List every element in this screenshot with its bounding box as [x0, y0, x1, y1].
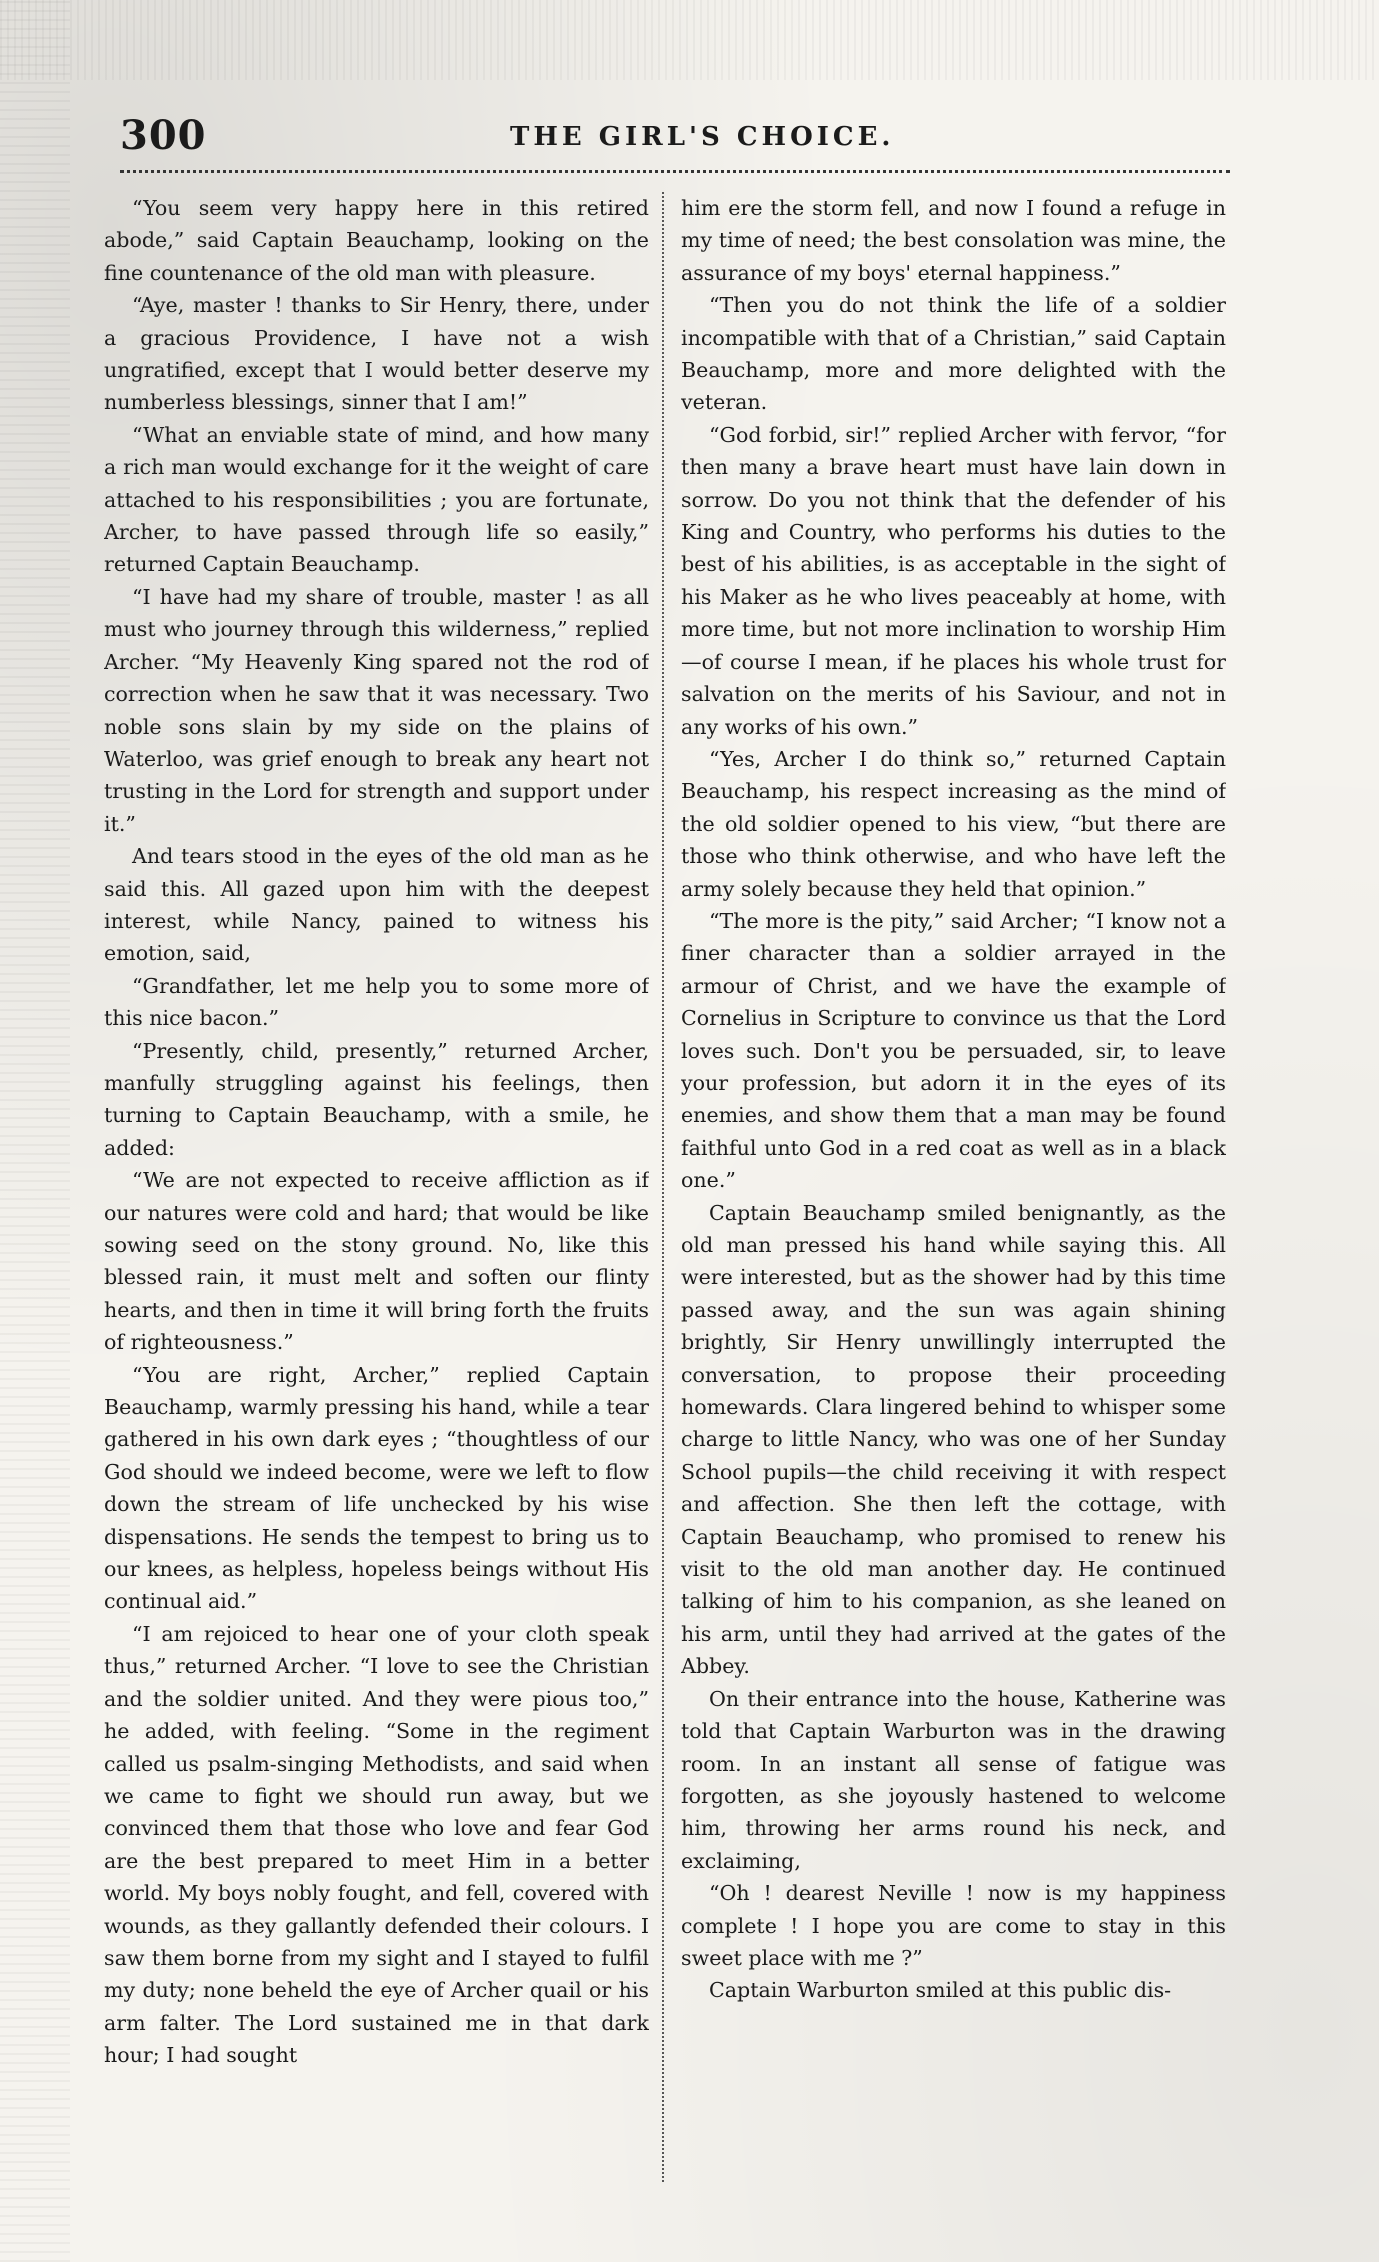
paragraph: “We are not expected to receive affliction as if our natures were cold and hard; that would be like sowing seed on the stony ground. No, like this blessed rain, it must melt and soften our flinty hearts, and then in time it will bring forth the fruits of righteousness.”	[104, 1168, 649, 1355]
paragraph: “I have had my share of trouble, master ! as all must who journey through this wilderness,” replied Archer. “My Heavenly King spared not the rod of correction when he saw that it was necessary. Two noble sons slain by my side on the plains of Waterloo, was grief enough to break any heart not trusting in the Lord for strength and support under it.”	[104, 584, 649, 836]
paragraph-continued: him ere the storm fell, and now I found a refuge in my time of need; the best consolation was mine, the assurance of my boys' eternal happiness.”	[681, 196, 1226, 285]
left-column	[104, 192, 649, 2212]
paragraph: On their entrance into the house, Katherine was told that Captain Warburton was in the drawing room. In an instant all sense of fatigue was forgotten, as she joyously hastened to welcome him, throwing her arms round his neck, and exclaiming,	[681, 1686, 1226, 1873]
header-rule	[120, 170, 1230, 173]
paragraph: And tears stood in the eyes of the old man as he said this. All gazed upon him with the deepest interest, while Nancy, pained to witness his emotion, said,	[104, 844, 649, 966]
paragraph: “I am rejoiced to hear one of your cloth speak thus,” returned Archer. “I love to see the Christian and the soldier united. And they were pious too,” he added, with feeling. “Some in the regiment called us psalm-singing Methodists, and said when we came to fight we should run away, but we convinced them that those who love and fear God are the best prepared to meet Him in a better world. My boys nobly fought, and fell, covered with wounds, as they gallantly defended their colours. I saw them borne from my sight and I stayed to fulfil my duty; none beheld the eye of Archer quail or his arm falter. The Lord sustained me in that dark hour; I had sought	[104, 1621, 649, 2068]
column-divider	[662, 192, 664, 2182]
paragraph: “Presently, child, presently,” returned Archer, manfully struggling against his feelings, then turning to Captain Beauchamp, with a smile, he added:	[104, 1038, 649, 1160]
paragraph: “God forbid, sir!” replied Archer with fervor, “for then many a brave heart must have lain down in sorrow. Do you not think that the defender of his King and Country, who performs his duties to the best of his abilities, is as acceptable in the sight of his Maker as he who lives peaceably at home, with more time, but not more inclination to worship Him—of course I mean, if he places his whole trust for salvation on the merits of his Saviour, and not in any works of his own.”	[681, 422, 1226, 739]
paragraph: “Grandfather, let me help you to some more of this nice bacon.”	[104, 973, 649, 1031]
page-header	[120, 112, 1230, 160]
paragraph: “You are right, Archer,” replied Captain Beauchamp, warmly pressing his hand, while a tear gathered in his own dark eyes ; “thoughtless of our God should we indeed become, were we left to flow down the stream of life unchecked by his wise dispensations. He sends the tempest to bring us to our knees, as helpless, hopeless beings without His continual aid.”	[104, 1362, 649, 1614]
paragraph: “What an enviable state of mind, and how many a rich man would exchange for it the weight of care attached to his responsibilities ; you are fortunate, Archer, to have passed through life so easily,” returned Captain Beauchamp.	[104, 422, 649, 577]
paragraph: “Yes, Archer I do think so,” returned Captain Beauchamp, his respect increasing as the mind of the old soldier opened to his view, “but there are those who think otherwise, and who have left the army solely because they held that opinion.”	[681, 746, 1226, 901]
paragraph: Captain Warburton smiled at this public dis-	[709, 1978, 1172, 2003]
text-columns	[104, 192, 1244, 2212]
paragraph: Captain Beauchamp smiled benignantly, as the old man pressed his hand while saying this. All were interested, but as the shower had by this time passed away, and the sun was again shining brightly, Sir Henry unwillingly interrupted the conversation, to propose their proceeding homewards. Clara lingered behind to whisper some charge to little Nancy, who was one of her Sunday School pupils—the child receiving it with respect and affection. She then left the cottage, with Captain Beauchamp, who promised to renew his visit to the old man another day. He continued talking of him to his companion, as she leaned on his arm, until they had arrived at the gates of the Abbey.	[681, 1200, 1226, 1679]
paragraph: “You seem very happy here in this retired abode,” said Captain Beauchamp, looking on the fine countenance of the old man with pleasure.	[104, 196, 649, 285]
page-speckle-left	[0, 0, 70, 2262]
page-number: 300	[120, 112, 207, 159]
paragraph: “The more is the pity,” said Archer; “I know not a finer character than a soldier arrayed in the armour of Christ, and we have the example of Cornelius in Scripture to convince us that the Lord loves such. Don't you be persuaded, sir, to leave your profession, but adorn it in the eyes of its enemies, and show them that a man may be found faithful unto God in a red coat as well as in a black one.”	[681, 908, 1226, 1193]
paragraph: “Oh ! dearest Neville ! now is my happiness complete ! I hope you are come to stay in this sweet place with me ?”	[681, 1881, 1226, 1970]
paragraph: “Then you do not think the life of a soldier incompatible with that of a Christian,” said Captain Beauchamp, more and more delighted with the veteran.	[681, 293, 1226, 415]
right-column	[681, 192, 1226, 2212]
page-speckle-top	[0, 0, 1379, 80]
paragraph: “Aye, master ! thanks to Sir Henry, there, under a gracious Providence, I have not a wish ungratified, except that I would better deserve my numberless blessings, sinner that I am!”	[104, 293, 649, 415]
running-title: THE GIRL'S CHOICE.	[510, 122, 895, 152]
